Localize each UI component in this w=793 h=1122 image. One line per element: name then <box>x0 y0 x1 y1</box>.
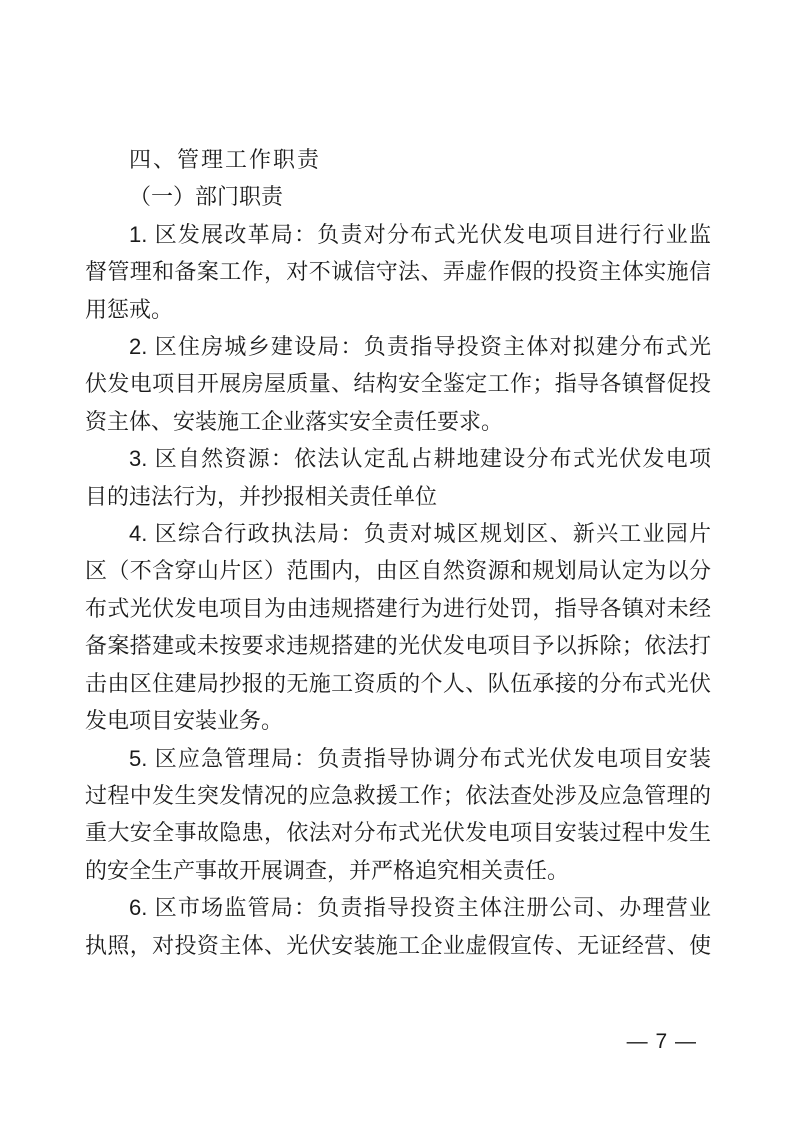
paragraph-emergency-management-bureau <box>85 740 711 890</box>
text-line: 伏发电项目开展房屋质量、结构安全鉴定工作；指导各镇督促投 <box>85 371 711 397</box>
paragraph-natural-resources <box>85 440 711 515</box>
text-line: 6. 区市场监管局：负责指导投资主体注册公司、办理营业 <box>129 895 711 921</box>
text-line: 区（不含穿山片区）范围内，由区自然资源和规划局认定为以分 <box>85 558 711 584</box>
paragraph-market-supervision-bureau <box>85 889 711 964</box>
text-line: 布式光伏发电项目为由违规搭建行为进行处罚，指导各镇对未经 <box>85 595 711 621</box>
text-line: 发电项目安装业务。 <box>85 708 284 734</box>
text-line: 执照，对投资主体、光伏安装施工企业虚假宣传、无证经营、使 <box>85 932 711 958</box>
text-line: 备案搭建或未按要求违规搭建的光伏发电项目予以拆除；依法打 <box>85 633 711 659</box>
text-line: 2. 区住房城乡建设局：负责指导投资主体对拟建分布式光 <box>129 334 711 360</box>
text-line: 击由区住建局抄报的无施工资质的个人、队伍承接的分布式光伏 <box>85 670 711 696</box>
text-line: 过程中发生突发情况的应急救援工作；依法查处涉及应急管理的 <box>85 782 711 808</box>
text-line: 目的违法行为，并抄报相关责任单位 <box>85 483 438 509</box>
text-line: 资主体、安装施工企业落实安全责任要求。 <box>85 408 504 434</box>
paragraph-housing-construction-bureau <box>85 328 711 440</box>
text-line: 1. 区发展改革局：负责对分布式光伏发电项目进行行业监 <box>129 221 711 247</box>
text-line: 3. 区自然资源：依法认定乱占耕地建设分布式光伏发电项 <box>129 446 711 472</box>
section-heading: 四、管理工作职责 <box>129 147 322 172</box>
paragraph-development-reform-bureau <box>85 216 711 328</box>
text-line: 督管理和备案工作，对不诚信守法、弄虚作假的投资主体实施信 <box>85 259 711 285</box>
document-body <box>85 141 711 964</box>
text-line: 用惩戒。 <box>85 296 174 322</box>
text-line: 的安全生产事故开展调查，并严格追究相关责任。 <box>85 857 570 883</box>
paragraph-comprehensive-law-enforcement-bureau <box>85 515 711 739</box>
text-line: 5. 区应急管理局：负责指导协调分布式光伏发电项目安装 <box>129 745 711 771</box>
page-number: — 7 — <box>626 1030 697 1053</box>
text-line: 4. 区综合行政执法局：负责对城区规划区、新兴工业园片 <box>129 521 711 547</box>
subsection-heading: （一）部门职责 <box>129 184 284 210</box>
text-line: 重大安全事故隐患，依法对分布式光伏发电项目安装过程中发生 <box>85 820 711 846</box>
